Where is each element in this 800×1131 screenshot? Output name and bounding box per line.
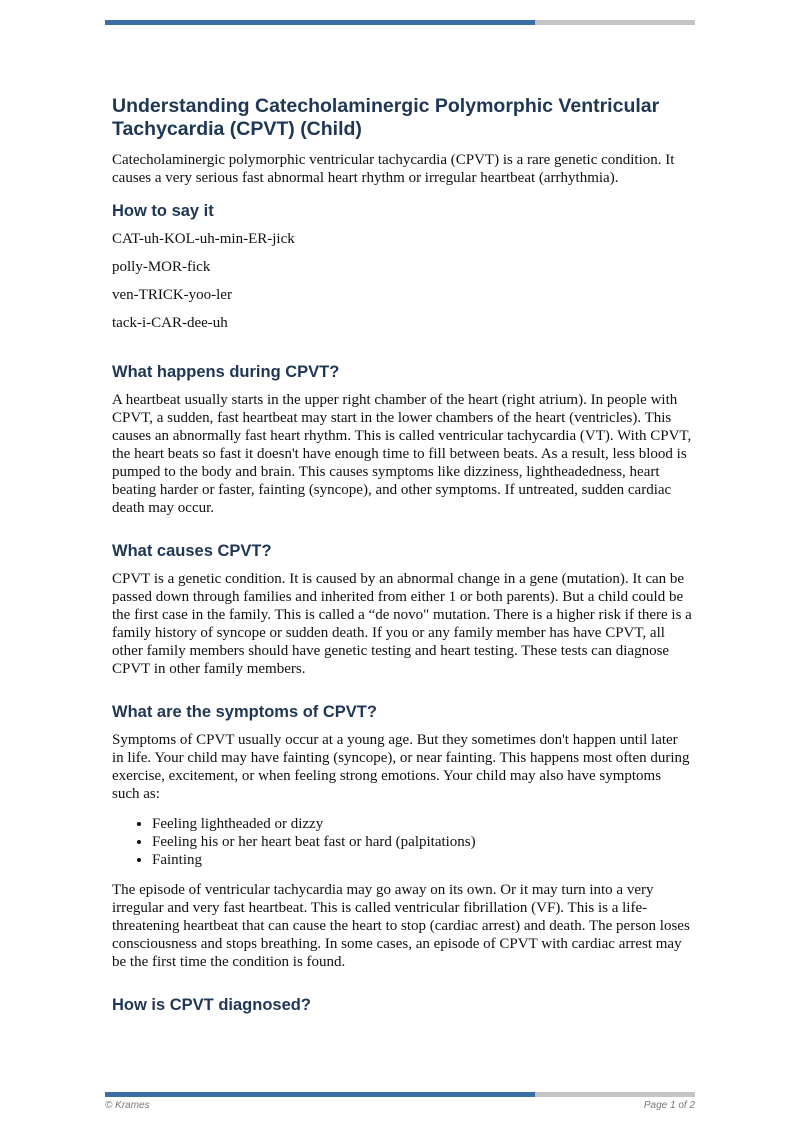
- symptoms-list: [112, 815, 692, 869]
- bottom-rule-accent: [105, 1092, 535, 1097]
- what-happens-paragraph: A heartbeat usually starts in the upper right chamber of the heart (right atrium). In people with CPVT, a sudden, fast heartbeat may start in the lower chambers of the heart (ventricles). This causes an abnormally fast heart rhythm. This is called ventricular tachycardia (VT). With CPVT, the heart beats so fast it doesn't have enough time to fill between beats. As a result, less blood is pumped to the body and brain. This causes symptoms like dizziness, lightheadedness, heart beating harder or faster, fainting (syncope), and other symptoms. If untreated, sudden cardiac death may occur.: [112, 392, 692, 516]
- heading-how-to-say: How to say it: [112, 202, 214, 220]
- top-rule: [105, 20, 695, 25]
- bottom-rule-rest: [535, 1092, 695, 1097]
- what-causes-paragraph: CPVT is a genetic condition. It is caused by an abnormal change in a gene (mutation). It can be passed down through families and inherited from either 1 or both parents). But a child could be the first case in the family. This is called a “de novo" mutation. There is a higher risk if there is a family history of syncope or sudden death. If you or any family member has have CPVT, all other family members should have genetic testing and heart testing. These tests can diagnose CPVT in other family members.: [112, 571, 692, 677]
- footer-page-number: Page 1 of 2: [643, 1100, 695, 1111]
- top-rule-rest: [535, 20, 695, 25]
- pronunciation-item: ven-TRICK-yoo-ler: [112, 287, 232, 303]
- heading-what-happens: What happens during CPVT?: [112, 363, 340, 381]
- bottom-rule: [105, 1092, 695, 1097]
- heading-what-causes: What causes CPVT?: [112, 542, 272, 560]
- heading-symptoms: What are the symptoms of CPVT?: [112, 703, 377, 721]
- pronunciation-item: polly-MOR-fick: [112, 259, 211, 275]
- list-item: • Feeling his or her heart beat fast or hard (palpitations): [152, 833, 692, 851]
- pronunciation-item: CAT-uh-KOL-uh-min-ER-jick: [112, 231, 295, 247]
- heading-diagnosed: How is CPVT diagnosed?: [112, 996, 311, 1014]
- list-item: • Fainting: [152, 851, 692, 869]
- intro-paragraph: Catecholaminergic polymorphic ventricular tachycardia (CPVT) is a rare genetic condition. It causes a very serious fast abnormal heart rhythm or irregular heartbeat (arrhythmia).: [112, 152, 675, 186]
- pronunciation-list: [112, 230, 692, 332]
- symptoms-paragraph: Symptoms of CPVT usually occur at a young age. But they sometimes don't happen until later in life. Your child may have fainting (syncope), or near fainting. This happens most often during exercise, excitement, or when feeling strong emotions. Your child may also have symptoms such as:: [112, 732, 690, 802]
- top-rule-accent: [105, 20, 535, 25]
- footer-copyright: © Krames: [105, 1100, 150, 1111]
- symptoms-after-paragraph: The episode of ventricular tachycardia may go away on its own. Or it may turn into a very irregular and very fast heartbeat. This is called ventricular fibrillation (VF). This is a life-threatening heartbeat that can cause the heart to stop (cardiac arrest) and death. The person loses consciousness and stops breathing. In some cases, an episode of CPVT with cardiac arrest may be the first time the condition is found.: [112, 882, 690, 970]
- page-title: Understanding Catecholaminergic Polymorphic Ventricular Tachycardia (CPVT) (Child): [112, 95, 660, 140]
- pronunciation-item: tack-i-CAR-dee-uh: [112, 315, 228, 331]
- list-item: • Feeling lightheaded or dizzy: [152, 815, 692, 833]
- document-body: [112, 95, 692, 1024]
